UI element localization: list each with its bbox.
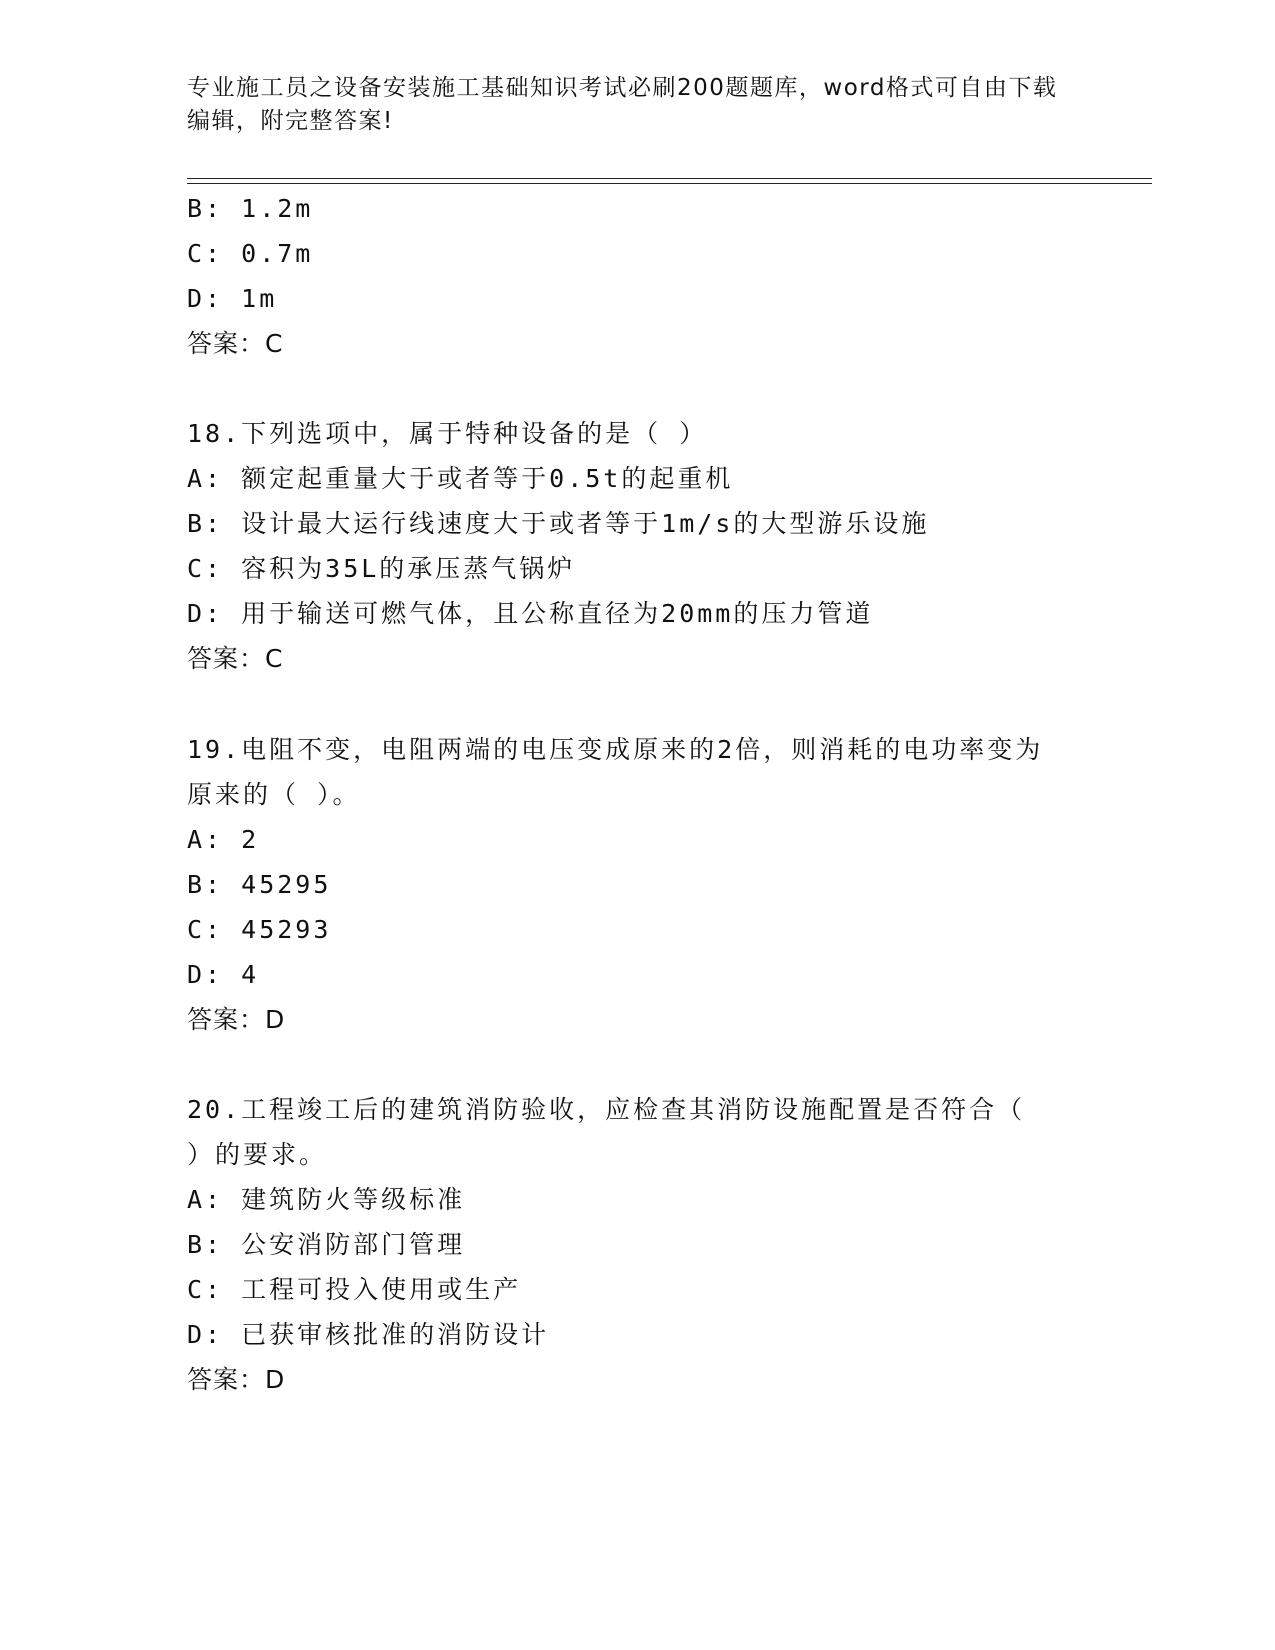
header-title-line-2: 编辑，附完整答案! — [187, 108, 394, 134]
header-divider-bottom — [187, 183, 1152, 184]
q20-option-d: D: 已获审核批准的消防设计 — [187, 1320, 550, 1349]
q19-answer: 答案：D — [187, 1005, 286, 1034]
q20-option-a: A: 建筑防火等级标准 — [187, 1185, 466, 1214]
q19-option-b: B: 45295 — [187, 870, 332, 899]
q20-answer: 答案：D — [187, 1365, 286, 1394]
q18-option-c: C: 容积为35L的承压蒸气锅炉 — [187, 554, 576, 583]
header-title-line-1: 专业施工员之设备安装施工基础知识考试必刷200题题库，word格式可自由下载 — [187, 75, 1058, 101]
q20-option-c: C: 工程可投入使用或生产 — [187, 1275, 522, 1304]
q17-answer: 答案：C — [187, 329, 284, 358]
q20-stem-line-1: 20.工程竣工后的建筑消防验收，应检查其消防设施配置是否符合（ — [187, 1095, 1026, 1124]
document-header — [187, 72, 1067, 138]
q18-option-b: B: 设计最大运行线速度大于或者等于1m/s的大型游乐设施 — [187, 509, 930, 538]
q19-option-a: A: 2 — [187, 825, 260, 854]
q19-stem-line-2: 原来的（ ）。 — [187, 780, 361, 809]
q18-stem: 18.下列选项中，属于特种设备的是（ ） — [187, 419, 708, 448]
q18-option-d: D: 用于输送可燃气体，且公称直径为20mm的压力管道 — [187, 599, 874, 628]
q19-option-d: D: 4 — [187, 960, 260, 989]
q18-answer: 答案：C — [187, 644, 284, 673]
q17-option-c: C: 0.7m — [187, 239, 314, 268]
q20-option-b: B: 公安消防部门管理 — [187, 1230, 466, 1259]
q20-stem-line-2: ）的要求。 — [187, 1140, 328, 1169]
q19-option-c: C: 45293 — [187, 915, 332, 944]
q18-option-a: A: 额定起重量大于或者等于0.5t的起重机 — [187, 464, 734, 493]
q17-option-b: B: 1.2m — [187, 194, 314, 223]
q17-option-d: D: 1m — [187, 284, 278, 313]
q19-stem-line-1: 19.电阻不变，电阻两端的电压变成原来的2倍，则消耗的电功率变为 — [187, 735, 1044, 764]
header-divider-top — [187, 178, 1152, 179]
